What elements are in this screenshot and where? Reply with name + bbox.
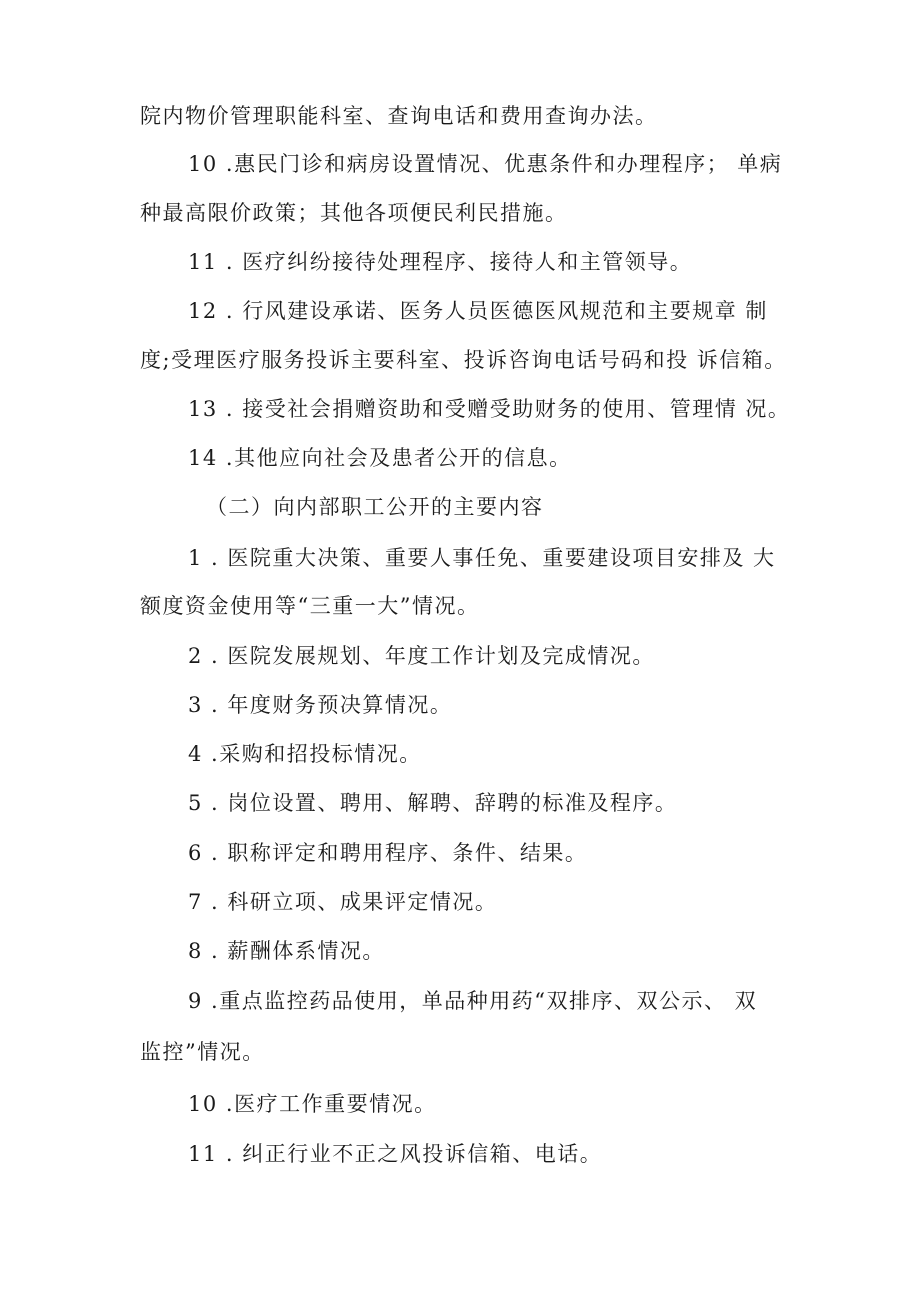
text-line-18: 8 . 薪酬体系情况。 (188, 939, 385, 963)
text-line-6: 度;受理医疗服务投诉主要科室、投诉咨询电话号码和投 诉信箱。 (140, 348, 787, 372)
text-line-22: 11 . 纠正行业不正之风投诉信箱、电话。 (188, 1142, 603, 1166)
text-line-12: 2 . 医院发展规划、年度工作计划及完成情况。 (188, 644, 655, 668)
text-line-10: 1 . 医院重大决策、重要人事任免、重要建设项目安排及 大 (188, 546, 776, 570)
text-line-8: 14 .其他应向社会及患者公开的信息。 (188, 446, 572, 470)
text-line-21: 10 .医疗工作重要情况。 (188, 1092, 437, 1116)
text-line-15: 5 . 岗位设置、聘用、解聘、辞聘的标准及程序。 (188, 791, 678, 815)
text-line-19: 9 .重点监控药品使用，单品种用药“双排序、双公示、 双 (188, 989, 758, 1013)
text-line-1: 院内物价管理职能科室、查询电话和费用查询办法。 (140, 104, 658, 128)
text-line-20: 监控”情况。 (140, 1040, 265, 1064)
text-line-17: 7 . 科研立项、成果评定情况。 (188, 890, 498, 914)
section-heading: （二）向内部职工公开的主要内容 (206, 495, 544, 519)
text-line-4: 11 . 医疗纠纷接待处理程序、接待人和主管领导。 (188, 250, 693, 274)
text-line-14: 4 .采购和招投标情况。 (188, 742, 422, 766)
text-line-5: 12 . 行风建设承诺、医务人员医德医风规范和主要规章 制 (188, 299, 768, 323)
text-line-11: 额度资金使用等“三重一大”情况。 (140, 594, 480, 618)
text-line-2: 10 .惠民门诊和病房设置情况、优惠条件和办理程序； 单病 (188, 152, 783, 176)
text-line-7: 13 . 接受社会捐赠资助和受赠受助财务的使用、管理情 况。 (188, 397, 791, 421)
text-line-16: 6 . 职称评定和聘用程序、条件、结果。 (188, 841, 588, 865)
text-line-13: 3 . 年度财务预决算情况。 (188, 693, 453, 717)
text-line-3: 种最高限价政策；其他各项便民利民措施。 (140, 201, 568, 225)
